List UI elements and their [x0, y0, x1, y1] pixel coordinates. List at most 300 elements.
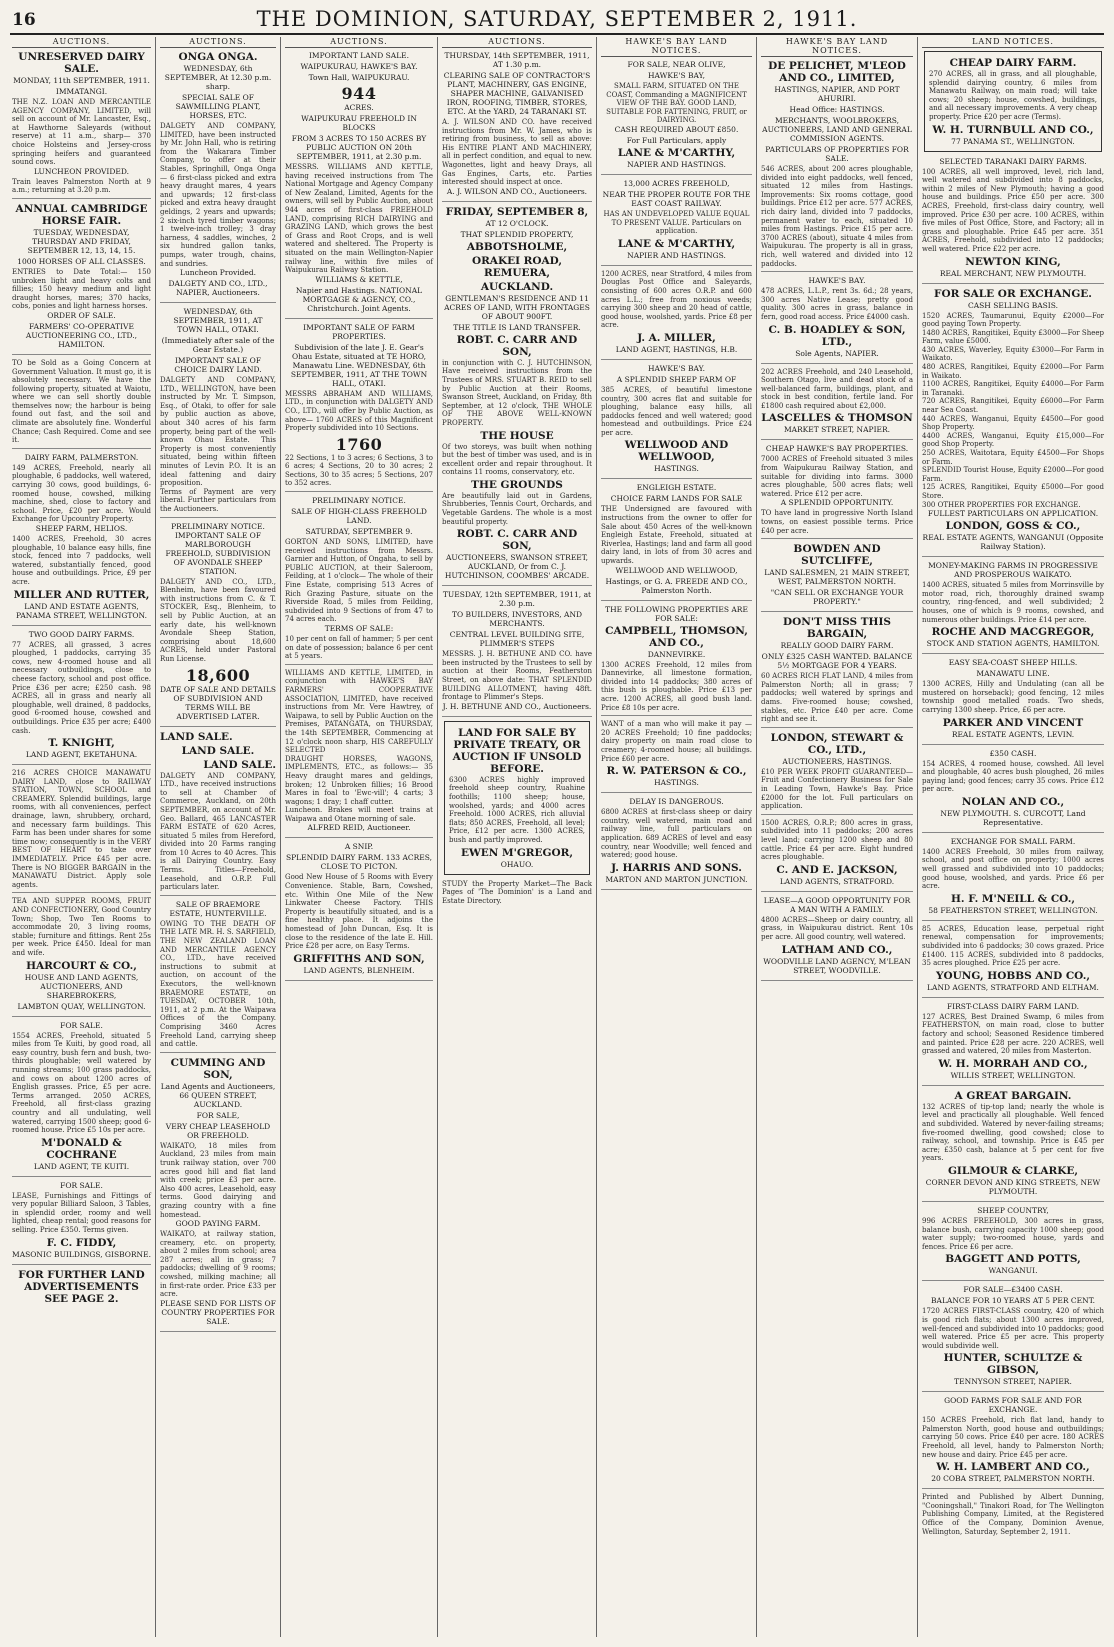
advertisement — [601, 270, 752, 360]
ad-body: TO have land in progressive North Island towns, on easiest possible terms. Price £40 per acre. — [761, 509, 913, 535]
ad-body: 150 ACRES Freehold, rich flat land, handy to Palmerston North, good house and outbuildings; carrying 50 cows. Price £40 per acre. 180 ACRES Freehold, all level, handy to Palmerston North; new house and dairy. Price £45 per acre. — [922, 1416, 1104, 1459]
ad-acreage: 18,600 — [185, 665, 251, 685]
ad-agent-name: MILLER AND RUTTER, — [13, 588, 150, 601]
ad-agent-address: STOCK AND STATION AGENTS, HAMILTON. — [926, 639, 1100, 649]
ad-title: LAND SALE. — [203, 758, 276, 771]
ad-agent-name: W. H. LAMBERT AND CO., — [936, 1461, 1090, 1474]
ad-title: SELECTED TARANAKI DAIRY FARMS. — [939, 156, 1087, 166]
advertisement — [442, 590, 592, 717]
ad-body: GORTON AND SONS, LIMITED, have received instructions from Messrs. Garnier and Hutton, of Ongaha, to sell by PUBLIC AUCTION, at their Saleroom, Feilding, at 1 o'clock— The whole of their Fine Estate, comprising 513 Acres of Rich Grazing Pasture, situate on the Riverside Road, 5 miles from Feilding, subdivided into 9 Sections of from 47 to 74 acres each. — [285, 538, 433, 624]
ad-body: 1400 ACRES, Freehold, 30 acres ploughable, 10 balance easy hills, fine stock, fenced into 7 paddocks, well watered, substantially fenced, good house and outbuildings. Price, £9 per acre. — [12, 535, 151, 586]
advertisement — [285, 51, 433, 319]
ad-body: MESSRS. WILLIAMS AND KETTLE, having received instructions from The National Mortgage and Agency Company of New Zealand, Limited, Agents for the owners, will sell by Public Auction, about 944 acres of first-class FREEHOLD LAND, comprising RICH DAIRYING and GRAZING LAND, which grows the best of Grass and Root Crops, and is well watered and sheltered. The Property is situated on the main Wellington-Napier railway line, within five miles of Waipukurau Railway Station. — [285, 163, 433, 275]
exchange-item: 1100 ACRES, Rangitikei, Equity £4000—For Farm in Taranaki. — [922, 380, 1104, 397]
exchange-item: 250 ACRES, Waitotara, Equity £4500—For Shops or Farm. — [922, 449, 1104, 466]
ad-body: 546 ACRES, about 200 acres ploughable, divided into eight paddocks, well fenced, situated 12 miles from Hastings. Improvements: Six rooms cottage, good buildings. Price £12 per acre. 577 ACRES, rich dairy land, divided into 7 paddocks, permanent water to each, situated 10 miles from Hastings. Price £15 per acre. 3700 ACRES (about), situate 4 miles from Waipukurau. The property is all in grass, rich, well watered and divided into 12 paddocks. — [761, 165, 913, 268]
ad-agent-address: REAL MERCHANT, NEW PLYMOUTH. — [939, 268, 1087, 278]
exchange-item: 1480 ACRES, Rangitikei, Equity £3000—For Sheep Farm, value £5000. — [922, 328, 1104, 346]
ad-agent-address: LAND AGENTS, BLENHEIM. — [303, 965, 415, 975]
ad-agent-address: MARKET STREET, NAPIER. — [783, 425, 891, 435]
advertisement — [922, 1090, 1104, 1202]
ad-body: 1300 ACRES Freehold, 12 miles from Dannevirke, all limestone formation, divided into 14 paddocks; 380 acres of this bush is ploughable. Price £13 per acre. 1200 ACRES, all good bush land. Price £8 10s per acre. — [601, 660, 752, 712]
ad-subheading: THAT SPLENDID PROPERTY, — [460, 229, 574, 239]
masthead: THE DOMINION, SATURDAY, SEPTEMBER 2, 1911. — [256, 7, 858, 31]
advertisement — [285, 496, 433, 665]
ad-title: LAND FOR SALE BY PRIVATE TREATY, OR AUCTION IF UNSOLD BEFORE. — [452, 726, 582, 775]
advertisement — [12, 51, 151, 199]
ad-title: UNRESERVED DAIRY SALE. — [18, 51, 145, 75]
ad-body: Are beautifully laid out in Gardens, Shrubberies, Tennis Court, Orchards, and Vegetable Gardens. The whole is a most beautiful property. — [442, 491, 592, 526]
ad-title: GOOD FARMS FOR SALE AND FOR EXCHANGE. — [944, 1396, 1082, 1415]
ad-agent-address: LAND AGENT, HASTINGS, H.B. — [615, 344, 738, 354]
ad-body: THE Undersigned are favoured with instructions from the owner to offer for Sale about 450 Acres of the well-known Engleigh Estate, Freehold, situated at Riverlea, Hastings; land and farm all good dairy land, in lots of from 30 acres and upwards. — [601, 505, 752, 566]
ad-agent-name: NEWTON KING, — [965, 255, 1061, 268]
ad-agent-address: Napier and Hastings. NATIONAL MORTGAGE & AGENCY, CO., Christchurch. Joint Agents. — [295, 285, 423, 313]
ad-place: WAIPUKURAU, HAWKE'S BAY. — [300, 62, 418, 71]
advertisement — [761, 732, 913, 815]
directory-notice: STUDY the Property Market—The Back Pages of 'The Dominion' is a Land and Estate Directory. — [442, 879, 592, 905]
ad-title: ANNUAL CAMBRIDGE HORSE FAIR. — [15, 202, 148, 227]
ad-agent-name: J. HARRIS AND SONS. — [611, 861, 742, 874]
ad-time: AT 12 O'CLOCK. — [485, 218, 549, 228]
ad-body: TO be Sold as a Going Concern at Government Valuation. It must go, it is absolutely necessary. We have the following property, situated at Waiotu, where we can sell shortly double themselves now; the harbour is being found out fast, and the soil and climate are absolutely fine. Wonderful Chance; Cash Required. Come and see it. — [12, 358, 151, 445]
advertisement — [601, 483, 752, 600]
ad-agent-address: HASTINGS, NAPIER, AND PORT AHURIRI. — [774, 85, 900, 103]
ad-agent-name: LANE & M'CARTHY, — [617, 146, 736, 159]
ad-body: 100 ACRES, all well improved, level, rich land, well watered and subdivided into 8 paddocks, within 2 miles of New Plymouth; having a good house and buildings. Price £50 per acre. 300 ACRES, Freehold, first-class dairy country, well improved. Price £30 per acre. 100 ACRES, within five miles of Post Office, Store, and Factory; all in grass and ploughable. Price £45 per acre. 351 ACRES, Freehold, subdivided into 12 paddocks; well watered. Price £22 per acre. — [922, 167, 1104, 253]
property-name: ABBOTSHOLME, — [466, 240, 568, 253]
advertisement — [922, 1206, 1104, 1281]
column-heading: HAWKE'S BAY LAND NOTICES. — [601, 37, 752, 57]
ad-title: ONGA ONGA. — [178, 51, 258, 63]
ad-body: in conjunction with C. J. HUTCHINSON, Have received instructions from the Trustees of MRS. STUART B. REID to sell by Public Auction at their Rooms, Swanson Street, Auckland, on Friday, 8th September, at 12 o'clock, THE WHOLE OF THE ABOVE WELL-KNOWN PROPERTY. — [442, 358, 592, 427]
ad-title: ENGLEIGH ESTATE. — [636, 483, 717, 493]
ad-title: 13,000 ACRES FREEHOLD, — [623, 178, 730, 188]
ad-price: ONLY £325 CASH WANTED. BALANCE 5½ MORTGAGE FOR 4 YEARS. — [761, 652, 913, 671]
ad-body: 1500 ACRES, O.R.P.; 800 acres in grass, subdivided into 11 paddocks; 200 acres level land; carrying 1200 sheep and 80 cattle. Price £4 per acre. Eight hundred acres ploughable. — [761, 818, 913, 862]
ad-body: 1300 ACRES, Hilly and Undulating (can all be mustered on horseback); good fencing, 12 miles township good metalled roads. Two sheds, carrying 1300 sheep. Price, £6 per acre. — [922, 680, 1104, 714]
ad-note: Luncheon. Brakes will meet trains at Waipawa and Otane morning of sale. — [285, 806, 433, 823]
ad-title: CHEAP HAWKE'S BAY PROPERTIES. — [765, 444, 909, 454]
advertisement — [160, 307, 276, 518]
ad-title: FOR SALE, — [196, 1110, 240, 1120]
ad-body: SMALL FARM, SITUATED ON THE COAST, Commanding a MAGNIFICENT VIEW OF THE BAY. GOOD LAND, SUITABLE FOR FATTENING, FRUIT, or DAIRYING. — [606, 82, 747, 125]
ad-body: MESSRS ABRAHAM AND WILLIAMS, LTD., in conjunction with DALGETY AND CO., LTD., will offer by Public Auction, as above— 1760 ACRES of this Magnificent Property subdivided into 10 Sections. — [285, 389, 433, 433]
ad-subheading: PARTICULARS OF PROPERTIES FOR SALE. — [765, 145, 909, 163]
ad-agent-name: T. KNIGHT, — [48, 737, 115, 750]
exchange-item: 125 ACRES, Rangitikei, Equity £5000—For good Store. — [922, 483, 1104, 500]
ad-agent-address: 20 COBA STREET, PALMERSTON NORTH. — [931, 1474, 1095, 1484]
ad-acreage: 1760 — [335, 434, 383, 454]
exchange-item: 1520 ACRES, Taumarunui, Equity £2000—For good paying Town Property. — [922, 311, 1104, 329]
ad-subheading: PRELIMINARY NOTICE. IMPORTANT SALE OF MARLBOROUGH FREEHOLD, SUBDIVISION OF AVONDALE SHEEP STATION. — [165, 521, 271, 576]
header-rule — [10, 33, 1104, 35]
ad-agent-address: WANGANUI. — [988, 1266, 1038, 1276]
ad-agent-address: WOODVILLE LAND AGENCY, M'LEAN STREET, WOODVILLE. — [763, 956, 911, 975]
advertisement — [922, 1002, 1104, 1086]
ad-subheading: SPECIAL SALE OF SAWMILLING PLANT, HORSES, ETC. — [175, 93, 261, 120]
advertisement — [12, 630, 151, 766]
ad-agent-address: HASTINGS. — [654, 778, 699, 788]
exchange-item: 430 ACRES, Waverley, Equity £3000—For Farm in Waikato. — [922, 345, 1104, 363]
ad-place: Town Hall, WAIPUKURAU. — [308, 73, 410, 82]
ad-agent-name: J. A. MILLER, — [637, 331, 716, 344]
ad-subheading: THE FOLLOWING PROPERTIES ARE FOR SALE: — [605, 604, 748, 623]
ad-title: CENTRAL LEVEL BUILDING SITE, PLIMMER'S STEPS — [449, 630, 585, 649]
column-heading: AUCTIONS. — [285, 37, 433, 48]
ad-title: HAWKE'S BAY. — [808, 276, 866, 286]
ad-body: 154 ACRES, 4 roomed house, cowshed. All level and ploughable, 40 acres bush ploughed, 26 miles paying land; good fences; carry 35 cows. Price £12 per acre. — [922, 759, 1104, 794]
ad-agent-name: CUMMING AND SON, — [170, 1056, 266, 1081]
advertisement — [922, 749, 1104, 833]
ad-body: 6800 ACRES at first-class sheep or dairy country, well watered, main road and railway line, full particulars on application. 689 ACRES of level and easy country, near Woodville; well fenced and watered; good house. — [601, 808, 752, 860]
ad-agent-address: Land Agents and Auctioneers, 66 QUEEN STREET, AUCKLAND. — [160, 1081, 276, 1109]
ad-body: 7000 ACRES of Freehold situated 3 miles from Waipukurau Railway Station, and suitable for dividing into farms. 3000 acres ploughable, 500 acres flats; well watered. Price £12 per acre. — [761, 455, 913, 498]
ad-agent-address: AUCTIONEERS, SWANSON STREET, AUCKLAND, Or from C. J. HUTCHINSON, COOMBES' ARCADE. — [444, 553, 590, 581]
ad-note: Train leaves Palmerston North at 9 a.m.; returning at 3.20 p.m. — [12, 177, 151, 195]
ad-price: £350 CASH. — [989, 748, 1037, 758]
advertisement — [922, 925, 1104, 998]
ad-list: DRAUGHT HORSES, WAGONS, IMPLEMENTS, ETC., as follows:— 35 Heavy draught mares and geldings, broken; 12 Unbroken fillies; 16 Brood Mares in foal to 'Ewc-vill'; 4 carts; 3 wagons; 1 dray; 1 chaff cutter. — [285, 754, 433, 806]
ad-date: WEDNESDAY, 6th SEPTEMBER, 1911, AT TOWN HALL, OTAKI. — [173, 307, 263, 335]
ad-body: 1554 ACRES, Freehold, situated 5 miles from Te Kuiti, by good road, all easy country, bush fern and bush, two-thirds ploughable; well watered by running streams; 100 grass paddocks, and cows on about 1200 acres of English grasses. Price, £5 per acre. Terms arranged. 2050 ACRES, Freehold, all first-class grazing country and all undulating, well watered, carrying 1500 sheep; good 6-roomed house. Price £5 10s per acre. — [12, 1031, 151, 1135]
ad-subheading: A SPLENDID SHEEP FARM OF — [616, 374, 737, 384]
column-2 — [156, 37, 280, 1637]
ad-body: 77 ACRES, all grassed, 3 acres ploughed, 1 paddocks, carrying 35 cows, new 4-roomed house and all necessary outbuildings, close to cheese factory, school and post office. Price £36 per acre; £250 cash. 98 ACRES, all in grass and nearly all ploughable, well drained, 8 paddocks, good 6-roomed house, cowshed and outbuildings. Price £35 per acre; £400 cash. — [12, 640, 151, 735]
advertisement — [922, 837, 1104, 921]
ad-title: LAND SALE. — [160, 730, 233, 743]
advertisement — [285, 323, 433, 492]
ad-body: 132 ACRES of tip-top land; nearly the whole is level and practically all ploughable. Well fenced and subdivided. Watered by never-failing streams; five-roomed dwelling, good cowshed; close to railway, school, and township. Price is £45 per acre; £350 cash, balance at 5 per cent for five years. — [922, 1102, 1104, 1163]
ad-title: EASY SEA-COAST SHEEP HILLS. — [948, 658, 1078, 668]
advertisement — [12, 769, 151, 893]
ad-agent-name: M'DONALD & COCHRANE — [41, 1136, 122, 1161]
ad-subheading: BALANCE FOR 10 YEARS AT 5 PER CENT. — [931, 1296, 1095, 1306]
page-number: 16 — [12, 10, 36, 30]
ad-note: (Immediately after sale of the Gear Estate.) — [161, 336, 275, 355]
ad-date: TUESDAY, 12th SEPTEMBER, 1911, at 2.30 p.m. — [442, 590, 592, 609]
ad-title: FIRST-CLASS DAIRY FARM LAND. — [946, 1001, 1080, 1011]
ad-terms: Terms of Payment are very liberal. Further particulars from the Auctioneers. — [160, 487, 276, 513]
ad-date: SATURDAY, SEPTEMBER 9. — [305, 527, 413, 537]
exchange-item: 480 ACRES, Rangitikei, Equity £2000—For Farm in Waikato. — [922, 363, 1104, 380]
ad-body: TEA AND SUPPER ROOMS, FRUIT AND CONFECTIONERY, Good Country Town; Shop, Two Ten Rooms to accommodate 20, 3 living rooms, stable; furniture and fittings. Rent 25s per week. Price £450. Ideal for man and wife. — [12, 897, 151, 957]
advertisement — [12, 1181, 151, 1265]
ad-agent-address: MARTON AND MARTON JUNCTION. — [605, 874, 748, 884]
ad-agent-name: GILMOUR & CLARKE, — [947, 1164, 1079, 1177]
advertisement — [922, 561, 1104, 654]
ad-subheading: Subdivision of the late J. E. Gear's Ohau Estate, situated at TE HORO, Manawatu Line. WEDNESDAY, 6th SEPTEMBER, 1911, AT THE TOWN HALL, OTAKI. — [290, 342, 428, 388]
ad-body: 60 ACRES RICH FLAT LAND, 4 miles from Palmerston North; all in grass; 7 paddocks; well watered by springs and dams. Five-roomed house; cowshed, stables, etc. Price £40 per acre. Come right and see it. — [761, 672, 913, 724]
ad-acreage-label: ACRES. — [344, 103, 374, 112]
ad-acreage: 944 — [341, 84, 377, 103]
ad-agent-address: DANNEVIRKE. — [647, 649, 706, 659]
advertisement — [922, 1285, 1104, 1392]
ad-body: £10 PER WEEK PROFIT GUARANTEED—Fruit and Confectionery Business for Sale in Leading Town, Hawke's Bay. Price £2000 for the lot. Full particulars on application. — [761, 767, 913, 811]
ad-agent-name: LONDON, GOSS & CO., — [945, 520, 1081, 533]
ad-agent-name: LANE & M'CARTHY, — [617, 237, 736, 250]
advertisement — [160, 51, 276, 303]
advertisement — [160, 900, 276, 1053]
ad-agent-address: OHAUO. — [500, 859, 534, 869]
ad-agent-name: A. J. WILSON AND CO., Auctioneers. — [446, 186, 588, 196]
advertisement — [601, 605, 752, 717]
ad-body: ENTRIES to Date Total:— 150 unbroken light and heavy colts and fillies; 150 heavy medium and light draught horses, mares; 370 hacks, cobs, ponies and light harness horses. — [12, 267, 151, 311]
ad-terms: 10 per cent on fall of hammer; 5 per cent on date of possession; balance 6 per cent at 5 years. — [285, 635, 433, 661]
ad-agent-name: HUNTER, SCHULTZE & GIBSON, — [943, 1352, 1083, 1377]
advertisement — [601, 720, 752, 793]
ad-agent-address: 77 PANAMA ST., WELLINGTON. — [951, 136, 1075, 146]
column-heading: AUCTIONS. — [442, 37, 592, 48]
ad-subheading: CHOICE FARM LANDS FOR SALE — [610, 494, 743, 504]
ad-note: Luncheon Provided. — [179, 268, 257, 278]
ad-body: LEASE, Furnishings and Fittings of very popular Billiard Saloon, 3 Tables, in splendid order, roomy and well lighted, cheap rental; good reasons for selling. Price £350. Terms given. — [12, 1191, 151, 1235]
ad-date: MONDAY, 11th SEPTEMBER, 1911. — [13, 76, 150, 85]
advertisement — [601, 797, 752, 890]
ad-subheading: SPLENDID DAIRY FARM. 133 ACRES, CLOSE TO PICTON. — [285, 853, 432, 872]
column-3 — [281, 37, 437, 1637]
ad-title: SHEEP COUNTRY, — [977, 1205, 1049, 1215]
ad-agent-name: J. H. BETHUNE AND CO., Auctioneers. — [442, 701, 592, 711]
ad-subheading: GOOD PAYING FARM. — [175, 1219, 261, 1229]
ad-agent-name: WELLWOOD AND WELLWOOD, — [624, 439, 729, 464]
ad-agent-address: CORNER DEVON AND KING STREETS, NEW PLYMOUTH. — [925, 1177, 1101, 1196]
ad-title: DELAY IS DANGEROUS. — [629, 797, 724, 807]
ad-body: DALGETY AND COMPANY, LTD., WELLINGTON, have been instructed by Mr. T. Simpson, Esq., of Otaki, to offer for sale by public auction as above, about 340 acres of his farm property, being part of the well-known Ohau Estate. This Property is most conveniently situated, being within fifteen minutes of Levin P.O. It is an ideal fattening and dairy proposition. — [160, 376, 276, 488]
ad-subheading: VERY CHEAP LEASEHOLD OR FREEHOLD. — [165, 1121, 271, 1140]
ad-body: 149 ACRES, Freehold, nearly all ploughable, 6 paddocks, well watered, carrying 30 cows, good buildings, 6-roomed house, cowshed, milking machine, shed, close to factory and school. Price, £20 per acre. Would Exchange for Upcountry Property. — [12, 463, 151, 524]
advertisement-boxed — [924, 51, 1102, 152]
ad-agent-address: LAND SALESMEN, 21 MAIN STREET, WEST, PALMERSTON NORTH. — [764, 568, 910, 587]
ad-agent-name: C. B. HOADLEY & SON, LTD., — [768, 323, 906, 348]
ad-agent-name: CAMPBELL, THOMSON, AND CO., — [605, 624, 748, 649]
ad-body: 996 ACRES FREEHOLD, 300 acres in grass, balance bush, carrying capacity 1000 sheep; good water supply; two-roomed house, yards and fences. Price £6 per acre. — [922, 1216, 1104, 1251]
ad-agent-name: HARCOURT & CO., — [26, 959, 137, 972]
column-heading: HAWKE'S BAY LAND NOTICES. — [761, 37, 913, 57]
ad-agent-address: LAND AGENT, TE KUITI. — [33, 1161, 130, 1171]
ad-agent-address: LAND AGENTS, STRATFORD AND ELTHAM. — [927, 982, 1099, 992]
advertisement — [442, 206, 592, 587]
ad-agent-name: WELLWOOD AND WELLWOOD, — [615, 565, 738, 575]
advertisement — [761, 819, 913, 892]
ad-price: CASH REQUIRED ABOUT £850. — [614, 124, 739, 134]
page-header — [0, 0, 1114, 30]
advertisement — [761, 616, 913, 728]
exchange-item: SPLENDID Tourist House, Equity £2000—For good Farm. — [922, 466, 1104, 483]
ad-title: SALE OF BRAEMORE ESTATE, HUNTERVILLE. — [169, 899, 267, 918]
ad-body: 85 ACRES, Education lease, perpetual right renewal, compensation for improvements; subdivided into 6 paddocks; 30 cows grazed. Price £1400. 115 ACRES, subdivided into 8 paddocks, 35 acres ploughed. Price £25 per acre. — [922, 924, 1104, 968]
advertisement — [922, 1396, 1104, 1489]
column-7 — [918, 37, 1108, 1637]
ad-body: DALGETY AND COMPANY, LIMITED, have been instructed by Mr. John Hall, who is retiring from the Wakarara Timber Company, to offer at their Stables, Springhill, Onga Onga— 6 first-class picked and extra heavy draught mares, 4 years and upwards; 12 first-class picked and extra heavy draught geldings, 2 years and upwards; 2 six-inch tyred timber wagons; 1 twelve-inch trolley; 3 dray harness, 4 saddles, winches, 2 six hundred gallon tanks, pumps, water trough, chains, and sundries. — [160, 122, 276, 268]
advertisement — [761, 368, 913, 441]
ad-note: For Full Particulars, apply — [626, 135, 727, 145]
column-heading: AUCTIONS. — [160, 37, 276, 48]
ad-agent-name: BOWDEN AND SUTCLIFFE, — [793, 543, 881, 568]
ad-subheading: TO BUILDERS, INVESTORS, AND MERCHANTS. — [451, 610, 583, 629]
ad-agent-address: LAND AGENTS, STRATFORD. — [779, 876, 895, 886]
ad-title: DAIRY FARM, PALMERSTON. — [24, 452, 139, 462]
ad-body: 216 ACRES CHOICE MANAWATU DAIRY LAND, close to RAILWAY STATION, TOWN, SCHOOL and CREAMERY. Splendid buildings, large rooms, with all conveniences, perfect drainage, lawn, shrubbery, orchard, and necessary farm buildings. This Farm has been under shares for some time now; consequently is in the VERY BEST OF HEART to take over IMMEDIATELY. Price £45 per acre. There is NO BIGGER BARGAIN in the MANAWATU District. Apply sole agents. — [12, 769, 151, 889]
advertisement — [761, 276, 913, 363]
ad-agent-name: ALFRED REID, Auctioneer. — [307, 823, 411, 833]
ad-body: Good New House of 5 Rooms with Every Convenience. Stable, Barn, Cowshed, etc. Within One Mile of the New Linkwater Cheese Factory. THIS Property is beautifully situated, and is a fine healthy place. It adjoins the homestead of John Duncan, Esq. It is close to the residence of the late E. Hill. Price £28 per acre, on Easy Terms. — [285, 873, 433, 951]
ad-agent-name: R. W. PATERSON & CO., — [606, 765, 747, 778]
ad-date: WEDNESDAY, 6th SEPTEMBER, At 12.30 p.m. sharp. — [164, 64, 272, 91]
ad-date: FROM 3 ACRES TO 150 ACRES BY PUBLIC AUCTION ON 20th SEPTEMBER, 1911, at 2.30 p.m. — [291, 134, 427, 161]
ad-body: 1200 ACRES, near Stratford, 4 miles from Douglas Post Office and Saleyards, consisting of 600 acres O.R.P. and 600 acres L.L.; free from noxious weeds; carrying 300 sheep and 20 head of cattle, good house, woolshed, yards. Price £8 per acre. — [601, 269, 752, 330]
advertisement — [922, 157, 1104, 284]
advertisement — [160, 731, 276, 896]
ad-title: A SNIP. — [344, 842, 374, 852]
ad-date: TUESDAY, WEDNESDAY, THURSDAY AND FRIDAY, SEPTEMBER 12, 13, 14, 15. — [27, 227, 136, 255]
ad-body: 478 ACRES, L.L.P., rent 3s. 6d.; 28 years, 300 acres Native Lease; pretty good quality. 300 acres in grass, balance in fern, good road access. Price £4000 cash. — [761, 287, 913, 321]
ad-subheading: THE HOUSE — [480, 429, 554, 442]
ad-body: 4800 ACRES—Sheep or dairy country, all grass, in Waipukurau district. Rent 10s per acre. All good country, well watered. — [761, 915, 913, 941]
ad-agent-name: H. F. M'NEILL & CO., — [950, 892, 1076, 905]
ad-subheading: CLEARING SALE OF CONTRACTOR'S PLANT, MACHINERY, GAS ENGINE, SHAPER MACHINE, GALVANISED IRON, ROOFING, TIMBER, STORES, ETC. At the YARD, 24 TARANAKI ST. — [443, 71, 591, 116]
advertisement — [761, 444, 913, 539]
ad-title: FOR SALE. — [60, 1020, 103, 1030]
column-4 — [438, 37, 596, 1637]
ad-subheading: IMPORTANT SALE OF CHOICE DAIRY LAND. — [174, 356, 262, 375]
ad-list: 22 Sections, 1 to 3 acres; 6 Sections, 3 to 6 acres; 4 Sections, 20 to 30 acres; 2 Sections, 30 to 35 acres; 5 Sections, 207 to 352 acres. — [285, 453, 433, 488]
ad-place: HAWKE'S BAY, — [647, 71, 705, 80]
ad-agent-name: YOUNG, HOBBS AND CO., — [935, 969, 1091, 982]
ad-subheading: GENTLEMAN'S RESIDENCE AND 11 ACRES OF LAND, WITH FRONTAGES OF ABOUT 900FT. — [444, 293, 590, 321]
ad-agent-name: LONDON, STEWART & CO., LTD., — [770, 731, 904, 756]
ad-body: HAS AN UNDEVELOPED VALUE EQUAL TO PRESENT VALUE. Particulars on application. — [603, 209, 750, 236]
ad-agent-name: DE PELICHET, M'LEOD AND CO., LIMITED, — [768, 60, 906, 84]
ad-title: PRELIMINARY NOTICE. — [312, 496, 406, 506]
ad-agent-address: NEW PLYMOUTH. S. CURCOTT, Land Representative. — [940, 808, 1086, 827]
advertisement — [922, 658, 1104, 744]
advertisement-boxed — [444, 721, 590, 875]
ad-body: 202 ACRES Freehold, and 240 Leasehold, Southern Otago, live and dead stock of a well-balanced farm, buildings, plant, and stock in best condition, fertile land. For £1800 cash required about £2,000. — [761, 367, 913, 410]
ad-place: IMMATANGI. — [55, 87, 108, 96]
ad-agent-name: ROBT. C. CARR AND SON, — [456, 528, 578, 553]
ad-body: WAIKATO, at railway station, creamery, etc. on property, about 2 miles from school; area 287 acres; all in grass; 7 paddocks; dwelling of 9 rooms; cowshed, milking machine; all in first-rate order. Price £33 per acre. — [160, 1230, 276, 1299]
advertisement — [442, 51, 592, 202]
ad-body: Of two storeys, was built when nothing but the best of timber was used, and is in excellent order and repair throughout. It contains 11 rooms, conservatory, etc. — [442, 442, 592, 477]
ad-agent-name: GRIFFITHS AND SON, — [293, 952, 425, 965]
ad-body: 385 ACRES, of beautiful limestone country, 300 acres flat and suitable for ploughing, balance easy hills, all paddocks fenced and well watered; good homestead and outbuildings. Price £24 per acre. — [601, 385, 752, 437]
ad-body: 1400 ACRES, situated 5 miles from Morrinsville by motor road, rich, thoroughly drained swamp country, ring-fenced, and well subdivided; 2 houses, one of which is 9 rooms, cowshed, and numerous other buildings. Price £14 per acre. — [922, 581, 1104, 624]
ad-agent-name: PARKER AND VINCENT — [942, 716, 1084, 729]
ad-agent-name: NOLAN AND CO., — [961, 795, 1065, 808]
ad-agent-name: WILLIAMS & KETTLE, — [315, 274, 403, 284]
advertisement — [285, 842, 433, 980]
ad-body: 1720 ACRES FIRST-CLASS country, 420 of which is good rich flats; about 1300 acres improved, well-fenced and subdivided into 10 paddocks; good well watered. Price £5 per acre. This property would subdivide well. — [922, 1307, 1104, 1350]
ad-subheading: 1000 HORSES OF ALL CLASSES. — [17, 256, 146, 266]
ad-agent-address: REAL ESTATE AGENTS, WANGANUI (Opposite Railway Station). — [922, 533, 1104, 552]
ad-body: WAIKATO, 18 miles from Auckland, 23 miles from main trunk railway station, over 700 acres good hill and flat land with creek; price £3 per acre. Also 400 acres, Leasehold, easy terms. Good dairying and grazing country with a fine homestead. — [160, 1141, 276, 1219]
ad-body: 6300 ACRES highly improved freehold sheep country, Ruahine foothills; 1100 sheep; house, woolshed, yards; and 4000 acres Freehold. 1000 ACRES, rich alluvial flats; 850 ACRES, Freehold, all level; Price, £12 per acre. 1300 ACRES, bush and partly improved. — [449, 775, 585, 844]
property-address: ORAKEI ROAD, REMUERA, — [471, 254, 563, 279]
ad-body: MESSRS. J. H. BETHUNE AND CO. have been instructed by the Trustees to sell by auction at their Rooms, Featherston Street, on above date: THAT SPLENDID BUILDING ALLOTMENT, having 48ft. frontage to Plimmer's Steps. — [442, 650, 592, 702]
ad-title: CHEAP DAIRY FARM. — [949, 57, 1077, 69]
ad-agent-address: Hastings, or G. A. FREEDE AND CO., Palmerston North. — [605, 576, 748, 595]
ad-body: THE N.Z. LOAN AND MERCANTILE AGENCY COMPANY, LIMITED, will sell on account of Mr. Lancaster, Esq., at Hawthorne Saleyards (without reserve) at 11 a.m., sharp— 370 choice Holsteins and Jersey-cross springing heifers and guaranteed sound cows. — [12, 98, 151, 167]
ad-agent-name: EWEN M'GREGOR, — [460, 846, 574, 859]
ad-body: DALGETY AND CO., LTD., Blenheim, have been favoured with instructions from C. & T. STOCKER, Esq., Blenheim, to sell by Public Auction, at an early date, his well-known Avondale Sheep Station, comprising about 18,600 ACRES, held under Pastoral Run License. — [160, 577, 276, 663]
ad-subheading: MERCHANTS, WOOLBROKERS, AUCTIONEERS, LAND AND GENERAL COMMISSION AGENTS. — [762, 116, 912, 143]
advertisement — [12, 897, 151, 1016]
ad-note: FULLEST PARTICULARS ON APPLICATION. — [927, 509, 1099, 519]
ad-title: LAND SALE. — [181, 744, 255, 757]
column-heading: LAND NOTICES. — [922, 37, 1104, 48]
column-5 — [597, 37, 756, 1637]
ad-agent-address: WILLIS STREET, WELLINGTON. — [950, 1070, 1076, 1080]
ad-agent-name: DALGETY AND CO., LTD., NAPIER, Auctioneers. — [168, 279, 268, 298]
ad-body: WILLIAMS AND KETTLE, LIMITED, in conjunction with HAWKE'S BAY FARMERS' COOPERATIVE ASSOCIATION, LIMITED, have received instructions from Mr. Vere Hawtrey, of Waipawa, to sell by Public Auction on the Premises, PATANGATA, on THURSDAY, the 14th SEPTEMBER, Commencing at 12 o'clock noon sharp, HIS CAREFULLY SELECTED — [285, 668, 433, 755]
ad-body: WANT of a man who will make it pay — 20 ACRES Freehold; 10 fine paddocks; dairy property on main road close to creamery; 4-roomed house; all buildings. Price £60 per acre. — [601, 720, 752, 763]
ad-agent-name: F. C. FIDDY, — [46, 1236, 117, 1249]
exchange-item: 300 OTHER PROPERTIES FOR EXCHANGE. — [922, 500, 1081, 509]
ad-agent-address: AUCTIONEERS, HASTINGS. — [782, 756, 892, 766]
ad-agent: FARMERS' CO-OPERATIVE AUCTIONEERING CO., LTD., HAMILTON. — [25, 321, 138, 349]
ad-agent-address: LAMBTON QUAY, WELLINGTON. — [17, 1001, 146, 1011]
advertisement — [285, 669, 433, 839]
ad-title: FOR SALE. — [60, 1180, 103, 1190]
ad-place: MANAWATU LINE. — [976, 669, 1050, 679]
ad-body: DALGETY AND COMPANY, LTD., have received instructions to sell at Chamber of Commerce, Auckland, on 20th SEPTEMBER, on account of Mr. Geo. Ballard, 465 LANCASTER FARM ESTATE of 620 Acres, situated 5 miles from Hereford, divided into 20 Farms ranging from 10 Acres to 40 Acres. This is all Dairying Country. Easy Terms. Titles—Freehold, Leasehold, and O.R.P. Full particulars later. — [160, 771, 276, 892]
ad-subheading: SALE OF HIGH-CLASS FREEHOLD LAND. — [291, 507, 427, 526]
ad-body: 1400 ACRES Freehold, 30 miles from railway, school, and post office on property; 1000 acres well grassed and subdivided into 10 paddocks; good house, woolshed, and yards. Price £6 per acre. — [922, 847, 1104, 891]
ad-agent-address: 58 FEATHERSTON STREET, WELLINGTON. — [928, 905, 1098, 915]
advertisement — [761, 896, 913, 981]
advertisement — [160, 522, 276, 727]
ad-title: FOR SALE OR EXCHANGE. — [934, 287, 1092, 300]
ad-agent-address: TENNYSON STREET, NAPIER. — [954, 1377, 1072, 1387]
ad-note: Head Office: HASTINGS. — [789, 105, 885, 114]
ad-title: IMPORTANT SALE OF FARM PROPERTIES. — [303, 322, 415, 341]
ad-body: 127 ACRES, Best Drained Swamp, 6 miles from FEATHERSTON, on main road, close to butter factory and school; Seasoned Residence timbered and painted. Price £28 per acre. 220 ACRES, well grassed and watered, 20 miles from Masterton. — [922, 1012, 1104, 1056]
ad-title: TWO GOOD DAIRY FARMS. — [28, 629, 135, 639]
advertisement — [12, 203, 151, 355]
ad-agent-address: NAPIER AND HASTINGS. — [627, 159, 726, 169]
column-heading: AUCTIONS. — [12, 37, 151, 48]
ad-agent-address: Sole Agents, NAPIER. — [795, 348, 879, 358]
ad-agent-name: BAGGETT AND POTTS, — [945, 1253, 1081, 1266]
ad-title: IMPORTANT LAND SALE. — [308, 51, 410, 60]
property-city: AUCKLAND. — [480, 280, 554, 293]
advertisement — [12, 1021, 151, 1177]
ad-title: HAWKE'S BAY. — [647, 363, 705, 373]
ad-agent-name: ROBT. C. CARR AND SON, — [456, 333, 578, 358]
advertisement — [160, 1057, 276, 1332]
ad-subheading: THE GROUNDS — [471, 478, 563, 491]
ad-agent-name: W. H. TURNBULL AND CO., — [932, 123, 1094, 136]
exchange-item: 4400 ACRES, Wanganui, Equity £15,000—For good Shop Property. — [922, 431, 1104, 449]
ad-subheading: A SPLENDID OPPORTUNITY. — [780, 498, 894, 508]
ad-title: A GREAT BARGAIN. — [954, 1089, 1072, 1102]
ad-note: PLEASE SEND FOR LISTS OF COUNTRY PROPERTIES FOR SALE. — [160, 1298, 276, 1326]
ad-body: OWING TO THE DEATH OF THE LATE MR. H. S. SARFIELD, THE NEW ZEALAND LOAN AND MERCANTILE AGENCY CO., LTD., have received instructions to submit at auction, on account of the Executors, the well-known BRAEMORE ESTATE, on TUESDAY, OCTOBER 10th, 1911, at 2 p.m. At the Waipawa Offices of the Company. Comprising 3460 Acres Freehold Land, carrying sheep and cattle. — [160, 919, 276, 1049]
ad-note: DATE OF SALE AND DETAILS OF SUBDIVISION AND TERMS WILL BE ADVERTISED LATER. — [160, 684, 276, 721]
ad-agent-address: MASONIC BUILDINGS, GISBORNE. — [12, 1249, 151, 1259]
ad-title: FOR SALE—£3400 CASH. — [963, 1285, 1063, 1295]
advertisement — [12, 453, 151, 626]
advertisement — [601, 364, 752, 480]
ad-agent-address: NAPIER AND HASTINGS. — [627, 250, 726, 260]
ad-agent-address: LAND AGENT, EKETAHUNA. — [25, 750, 138, 760]
footer-notice: FOR FURTHER LAND ADVERTISEMENTS SEE PAGE 2. — [18, 1268, 145, 1305]
column-6 — [757, 37, 917, 1637]
exchange-item: 720 ACRES, Rangitikei, Equity £6000—For Farm near Sea Coast. — [922, 397, 1104, 415]
ad-slogan: "CAN SELL OR EXCHANGE YOUR PROPERTY." — [770, 588, 904, 607]
ad-agent-name: ROCHE AND MACGREGOR, — [931, 626, 1095, 639]
